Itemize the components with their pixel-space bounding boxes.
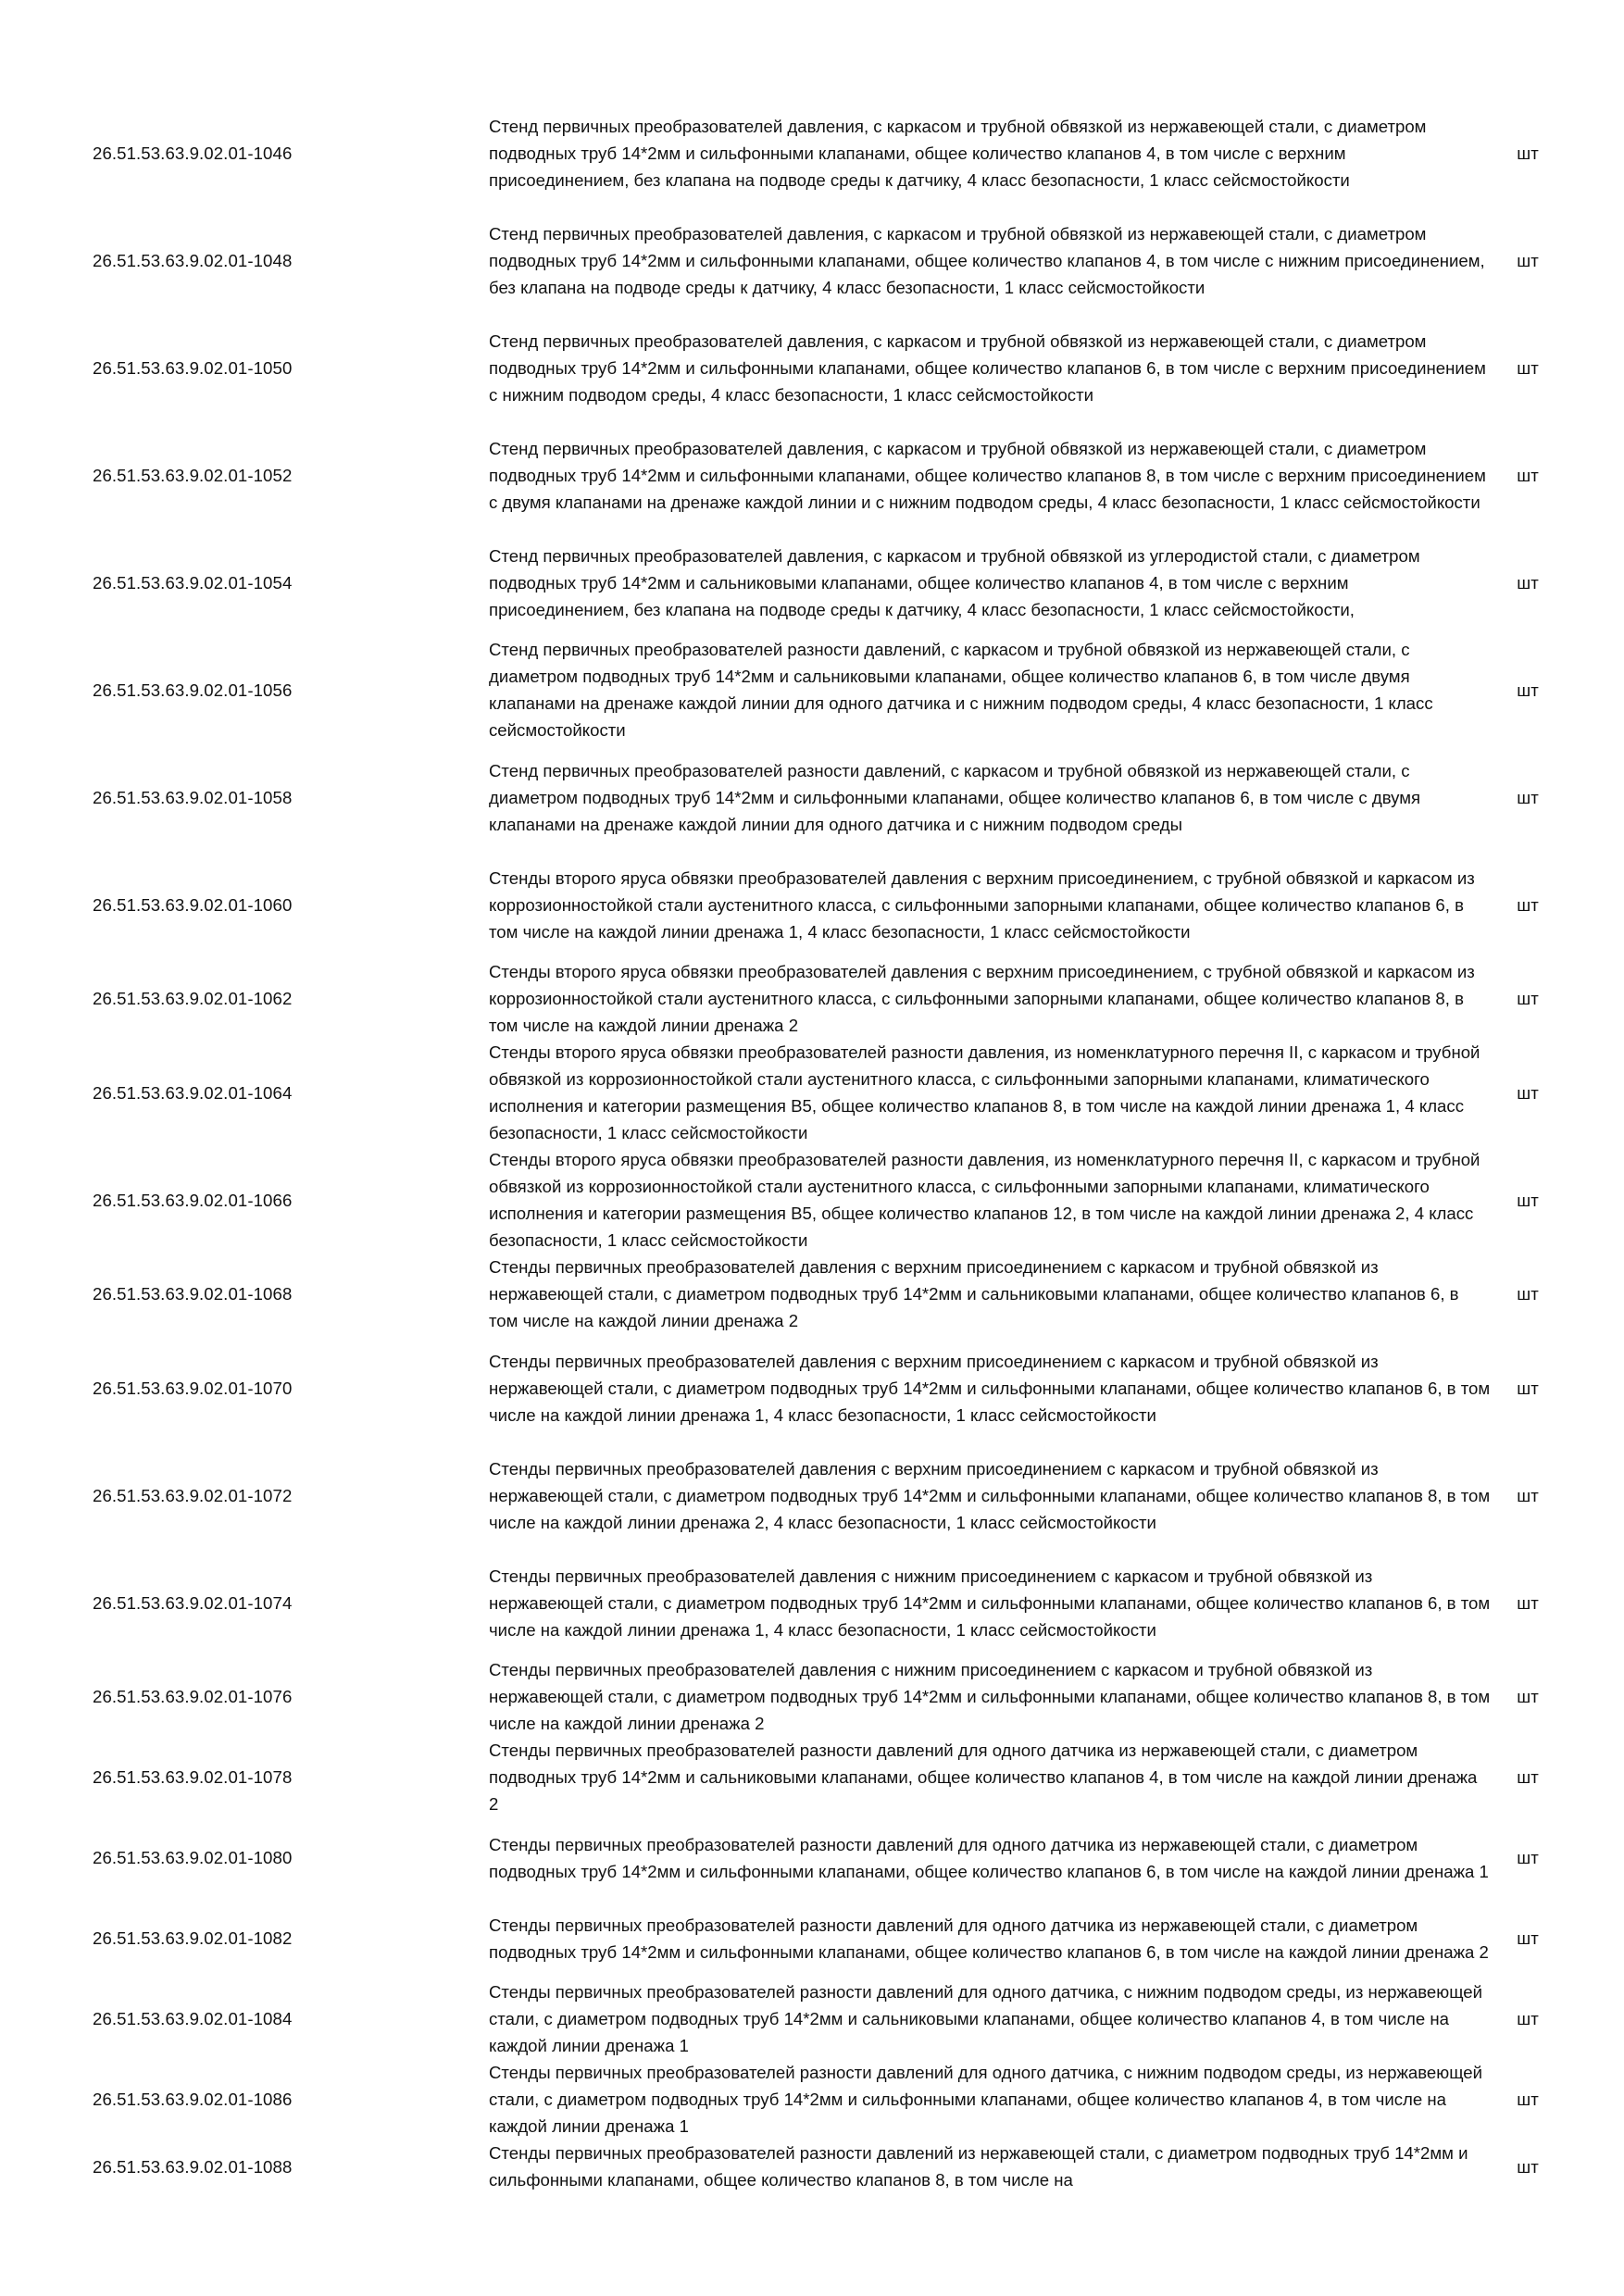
- table-row: [93, 1817, 1565, 1898]
- item-description: Стенд первичных преобразователей давления, с каркасом и трубной обвязкой из углеродистой стали, с диаметром подводных труб 14*2мм и сальниковыми клапанами, общее количество клапанов 4, в том числе с верхним присоединением, без клапана на подводе среды к датчику, 4 класс безопасности, 1 класс сейсмостойкости,: [489, 545, 1420, 619]
- table-row: [93, 743, 1565, 851]
- catalog-body: [93, 99, 1565, 2193]
- table-row: [93, 1254, 1565, 1334]
- table-row: [93, 958, 1565, 1039]
- item-unit: шт: [1517, 1928, 1539, 1948]
- item-code: 26.51.53.63.9.02.01-1058: [93, 787, 293, 807]
- item-unit: шт: [1517, 1592, 1539, 1613]
- item-code: 26.51.53.63.9.02.01-1052: [93, 465, 293, 485]
- item-unit: шт: [1517, 1082, 1539, 1103]
- item-code: 26.51.53.63.9.02.01-1064: [93, 1082, 293, 1103]
- table-row: [93, 421, 1565, 529]
- item-code: 26.51.53.63.9.02.01-1082: [93, 1928, 293, 1948]
- item-unit: шт: [1517, 1378, 1539, 1398]
- item-unit: шт: [1517, 1687, 1539, 1706]
- item-code: 26.51.53.63.9.02.01-1054: [93, 572, 293, 593]
- item-description: Стенд первичных преобразователей давления, с каркасом и трубной обвязкой из нержавеющей стали, с диаметром подводных труб 14*2мм и сильфонными клапанами, общее количество клапанов 6, в том числе с верхним присоединением с нижним подводом среды, 4 класс безопасности, 1 класс сейсмостойкости: [489, 331, 1486, 405]
- table-row: [93, 1978, 1565, 2059]
- table-row: [93, 314, 1565, 421]
- item-description: Стенды второго яруса обвязки преобразователей давления с верхним присоединением, с трубной обвязкой и каркасом из коррозионностойкой стали аустенитного класса, с сильфонными запорными клапанами, общее количество клапанов 6, в том числе на каждой линии дренажа 1, 4 класс безопасности, 1 класс сейсмостойкости: [489, 867, 1475, 942]
- item-description: Стенды первичных преобразователей давления с нижним присоединением с каркасом и трубной обвязкой из нержавеющей стали, с диаметром подводных труб 14*2мм и сильфонными клапанами, общее количество клапанов 6, в том числе на каждой линии дренажа 1, 4 класс безопасности, 1 класс сейсмостойкости: [489, 1566, 1491, 1640]
- item-description: Стенд первичных преобразователей давления, с каркасом и трубной обвязкой из нержавеющей стали, с диаметром подводных труб 14*2мм и сильфонными клапанами, общее количество клапанов 8, в том числе с верхним присоединением с двумя клапанами на дренаже каждой линии и с нижним подводом среды, 4 класс безопасности, 1 класс сейсмостойкости: [489, 438, 1486, 512]
- item-code: 26.51.53.63.9.02.01-1070: [93, 1378, 293, 1398]
- item-unit: шт: [1517, 2156, 1539, 2177]
- item-code: 26.51.53.63.9.02.01-1074: [93, 1592, 293, 1613]
- item-unit: шт: [1517, 572, 1539, 593]
- item-description: Стенд первичных преобразователей разности давлений, с каркасом и трубной обвязкой из нержавеющей стали, с диаметром подводных труб 14*2мм и сильфонными клапанами, общее количество клапанов 6, в том числе с двумя клапанами на дренаже каждой линии для одного датчика и с нижним подводом среды: [489, 760, 1421, 834]
- item-description: Стенды второго яруса обвязки преобразователей разности давления, из номенклатурного перечня II, с каркасом и трубной обвязкой из коррозионностойкой стали аустенитного класса, с сильфонными запорными клапанами, климатического исполнения и категории размещения В5, общее количество клапанов 12, в том числе на каждой линии дренажа 2, 4 класс безопасности, 1 класс сейсмостойкости: [489, 1150, 1480, 1250]
- table-row: [93, 1737, 1565, 1817]
- table-row: [93, 1441, 1565, 1549]
- table-row: [93, 206, 1565, 314]
- item-code: 26.51.53.63.9.02.01-1066: [93, 1190, 293, 1210]
- item-unit: шт: [1517, 2090, 1539, 2109]
- item-code: 26.51.53.63.9.02.01-1072: [93, 1485, 293, 1505]
- item-unit: шт: [1517, 1848, 1539, 1867]
- item-description: Стенды первичных преобразователей разности давлений для одного датчика из нержавеющей стали, с диаметром подводных труб 14*2мм и сальниковыми клапанами, общее количество клапанов 4, в том числе на каждой линии дренажа 2: [489, 1741, 1478, 1814]
- item-unit: шт: [1517, 2009, 1539, 2028]
- item-unit: шт: [1517, 143, 1539, 163]
- item-description: Стенды первичных преобразователей разности давлений для одного датчика, с нижним подводом среды, из нержавеющей стали, с диаметром подводных труб 14*2мм и сильфонными клапанами, общее количество клапанов 4, в том числе на каждой линии дренажа 1: [489, 2063, 1483, 2136]
- item-description: Стенды первичных преобразователей разности давлений для одного датчика из нержавеющей стали, с диаметром подводных труб 14*2мм и сильфонными клапанами, общее количество клапанов 6, в том числе на каждой линии дренажа 2: [489, 1915, 1489, 1962]
- item-unit: шт: [1517, 465, 1539, 485]
- item-description: Стенды второго яруса обвязки преобразователей давления с верхним присоединением, с трубной обвязкой и каркасом из коррозионностойкой стали аустенитного класса, с сильфонными запорными клапанами, общее количество клапанов 8, в том числе на каждой линии дренажа 2: [489, 962, 1475, 1035]
- item-code: 26.51.53.63.9.02.01-1080: [93, 1848, 293, 1867]
- item-description: Стенды первичных преобразователей разности давлений для одного датчика из нержавеющей стали, с диаметром подводных труб 14*2мм и сильфонными клапанами, общее количество клапанов 6, в том числе на каждой линии дренажа 1: [489, 1834, 1489, 1881]
- item-code: 26.51.53.63.9.02.01-1084: [93, 2009, 293, 2028]
- item-unit: шт: [1517, 357, 1539, 378]
- item-code: 26.51.53.63.9.02.01-1046: [93, 143, 293, 163]
- item-description: Стенд первичных преобразователей давления, с каркасом и трубной обвязкой из нержавеющей стали, с диаметром подводных труб 14*2мм и сильфонными клапанами, общее количество клапанов 4, в том числе с нижним присоединением, без клапана на подводе среды к датчику, 4 класс безопасности, 1 класс сейсмостойкости: [489, 223, 1485, 297]
- item-description: Стенды второго яруса обвязки преобразователей разности давления, из номенклатурного перечня II, с каркасом и трубной обвязкой из коррозионностойкой стали аустенитного класса, с сильфонными запорными клапанами, климатического исполнения и категории размещения В5, общее количество клапанов 8, в том числе на каждой линии дренажа 1, 4 класс безопасности, 1 класс сейсмостойкости: [489, 1042, 1480, 1142]
- item-unit: шт: [1517, 1190, 1539, 1210]
- table-row: [93, 529, 1565, 636]
- item-code: 26.51.53.63.9.02.01-1060: [93, 894, 293, 915]
- item-unit: шт: [1517, 989, 1539, 1008]
- table-row: [93, 1898, 1565, 1978]
- table-row: [93, 636, 1565, 743]
- item-unit: шт: [1517, 250, 1539, 270]
- item-unit: шт: [1517, 1485, 1539, 1505]
- table-row: [93, 1656, 1565, 1737]
- item-description: Стенды первичных преобразователей давления с верхним присоединением с каркасом и трубной обвязкой из нержавеющей стали, с диаметром подводных труб 14*2мм и сильфонными клапанами, общее количество клапанов 8, в том числе на каждой линии дренажа 2, 4 класс безопасности, 1 класс сейсмостойкости: [489, 1458, 1491, 1532]
- item-code: 26.51.53.63.9.02.01-1076: [93, 1687, 293, 1706]
- item-description: Стенды первичных преобразователей разности давлений из нержавеющей стали, с диаметром подводных труб 14*2мм и сильфонными клапанами, общее количество клапанов 8, в том числе на: [489, 2143, 1468, 2190]
- item-unit: шт: [1517, 680, 1539, 700]
- item-code: 26.51.53.63.9.02.01-1088: [93, 2156, 293, 2177]
- item-code: 26.51.53.63.9.02.01-1086: [93, 2090, 293, 2109]
- table-row: [93, 99, 1565, 206]
- item-description: Стенд первичных преобразователей давления, с каркасом и трубной обвязкой из нержавеющей стали, с диаметром подводных труб 14*2мм и сильфонными клапанами, общее количество клапанов 4, в том числе с верхним присоединением, без клапана на подводе среды к датчику, 4 класс безопасности, 1 класс сейсмостойкости: [489, 116, 1427, 190]
- table-row: [93, 1334, 1565, 1441]
- item-unit: шт: [1517, 1767, 1539, 1787]
- table-row: [93, 851, 1565, 958]
- item-description: Стенды первичных преобразователей давления с нижним присоединением с каркасом и трубной обвязкой из нержавеющей стали, с диаметром подводных труб 14*2мм и сильфонными клапанами, общее количество клапанов 8, в том числе на каждой линии дренажа 2: [489, 1660, 1491, 1733]
- item-description: Стенды первичных преобразователей давления с верхним присоединением с каркасом и трубной обвязкой из нержавеющей стали, с диаметром подводных труб 14*2мм и сальниковыми клапанами, общее количество клапанов 6, в том числе на каждой линии дренажа 2: [489, 1257, 1459, 1330]
- item-code: 26.51.53.63.9.02.01-1056: [93, 680, 293, 700]
- table-row: [93, 2140, 1565, 2193]
- item-description: Стенд первичных преобразователей разности давлений, с каркасом и трубной обвязкой из нержавеющей стали, с диаметром подводных труб 14*2мм и сальниковыми клапанами, общее количество клапанов 6, в том числе двумя клапанами на дренаже каждой линии для одного датчика и с нижним подводом среды, 4 класс безопасности, 1 класс сейсмостойкости: [489, 640, 1433, 740]
- catalog-table: [93, 99, 1565, 2193]
- item-code: 26.51.53.63.9.02.01-1062: [93, 989, 293, 1008]
- item-unit: шт: [1517, 894, 1539, 915]
- table-row: [93, 1146, 1565, 1254]
- table-row: [93, 2059, 1565, 2140]
- item-unit: шт: [1517, 787, 1539, 807]
- item-unit: шт: [1517, 1284, 1539, 1304]
- item-description: Стенды первичных преобразователей давления с верхним присоединением с каркасом и трубной обвязкой из нержавеющей стали, с диаметром подводных труб 14*2мм и сильфонными клапанами, общее количество клапанов 6, в том числе на каждой линии дренажа 1, 4 класс безопасности, 1 класс сейсмостойкости: [489, 1351, 1491, 1425]
- item-code: 26.51.53.63.9.02.01-1078: [93, 1767, 293, 1787]
- item-code: 26.51.53.63.9.02.01-1050: [93, 357, 293, 378]
- table-row: [93, 1549, 1565, 1656]
- item-description: Стенды первичных преобразователей разности давлений для одного датчика, с нижним подводом среды, из нержавеющей стали, с диаметром подводных труб 14*2мм и сальниковыми клапанами, общее количество клапанов 4, в том числе на каждой линии дренажа 1: [489, 1982, 1483, 2055]
- table-row: [93, 1039, 1565, 1146]
- item-code: 26.51.53.63.9.02.01-1048: [93, 250, 293, 270]
- item-code: 26.51.53.63.9.02.01-1068: [93, 1284, 293, 1304]
